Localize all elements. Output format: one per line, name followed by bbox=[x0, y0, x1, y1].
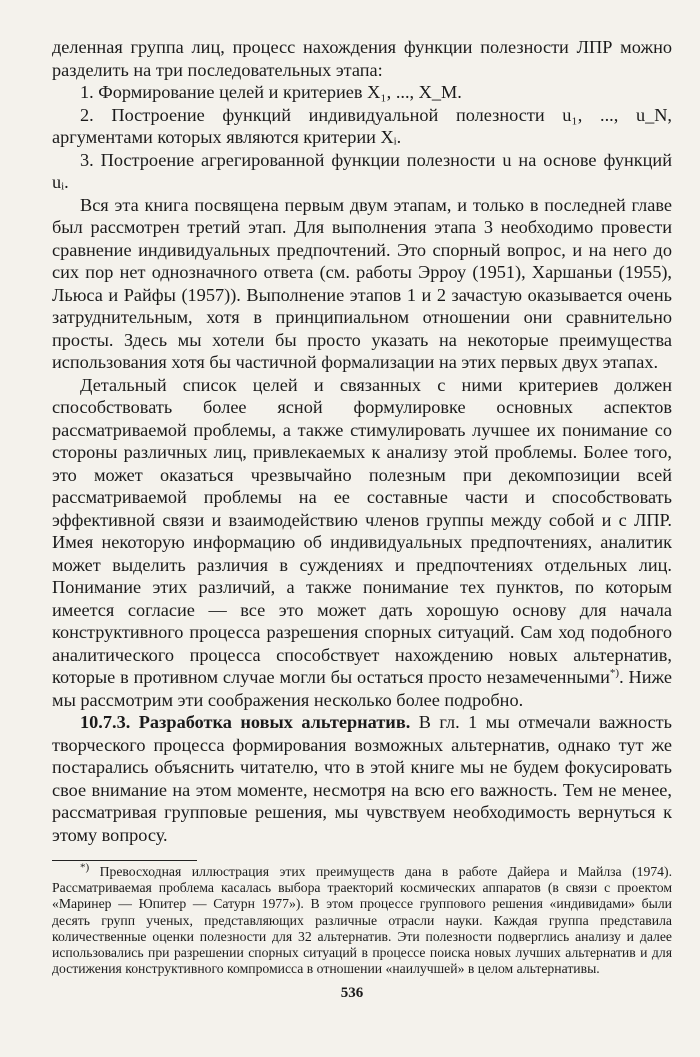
paragraph-detailed-list bbox=[52, 374, 672, 712]
footnote-mark: *) bbox=[80, 861, 90, 874]
step-1: 1. Формирование целей и критериев X₁, ..., X_M. bbox=[80, 82, 462, 102]
paragraph-detailed-list-text: Детальный список целей и связанных с ними критериев должен способствовать более ясной формулировке основных аспектов рассматриваемой проблемы, а также стимулировать лучшее их понимание со стороны различных лиц, привлекаемых к анализу этой проблемы. Более того, это может оказаться чрезвычайно полезным при декомпозиции всей рассматриваемой проблемы на ее составные части и способствовать эффективной связи и взаимодействию членов группы между собой и с ЛПР. Имея некоторую информацию об индивидуальных предпочтениях, аналитик может выделить различия в суждениях и предпочтениях отдельных лиц. Понимание этих различий, а также понимание тех пунктов, по которым имеется согласие — все это может дать хорошую основу для начала конструктивного процесса разрешения спорных ситуаций. Сам ход подобного аналитического процесса способствует нахождению новых альтернатив, которые в противном случае могли бы остаться просто незамеченными bbox=[52, 374, 672, 687]
page-number: 536 bbox=[340, 985, 364, 1002]
step-3: 3. Построение агрегированной функции полезности u на основе функций uᵢ. bbox=[52, 149, 672, 192]
section-body: В гл. 1 мы отмечали важность творческого процесса формирования возможных альтернатив, однако тут же постарались объяснить читателю, что в этой книге мы не будем фокусировать свое внимание на этом моменте, несмотря на всю его важность. Тем не менее, рассматривая групповые решения, мы чувствуем необходимость вернуться к этому вопросу. bbox=[52, 712, 672, 845]
section-paragraph bbox=[52, 711, 672, 846]
section-heading: 10.7.3. Разработка новых альтернатив. bbox=[80, 712, 411, 732]
paragraph-detailed-list-tail: . Ниже мы рассмотрим эти соображения несколько более подробно. bbox=[52, 667, 672, 710]
footnote-text bbox=[52, 861, 672, 977]
footnote-divider bbox=[52, 860, 197, 861]
step-2: 2. Построение функций индивидуальной полезности u₁, ..., u_N, аргументами которых являются критерии Xᵢ. bbox=[52, 104, 672, 147]
footnote bbox=[52, 861, 672, 977]
paragraph-intro: деленная группа лиц, процесс нахождения функции полезности ЛПР можно разделить на три последовательных этапа: bbox=[52, 37, 672, 80]
paragraph-book-scope: Вся эта книга посвящена первым двум этапам, и только в последней главе был рассмотрен третий этап. Для выполнения этапа 3 необходимо провести сравнение индивидуальных предпочтений. Это спорный вопрос, и на него до сих пор нет однозначного ответа (см. работы Эрроу (1951), Харшаньи (1955), Льюса и Райфы (1957)). Выполнение этапов 1 и 2 зачастую оказывается очень затруднительным, хотя в принципиальном отношении они сравнительно просты. Здесь мы хотели бы просто указать на некоторые преимущества использования хотя бы частичной формализации на этих первых двух этапах. bbox=[52, 194, 672, 372]
footnote-reference: *) bbox=[609, 666, 620, 679]
footnote-body: Превосходная иллюстрация этих преимуществ дана в работе Дайера и Майлза (1974). Рассматриваемая проблема касалась выбора траекторий космических аппаратов (в связи с проектом «Маринер — Юпитер — Сатурн 1977»). В этом процессе группового решения «индивидами» были десять групп ученых, представляющих различные отрасли науки. Каждая группа представила количественные оценки полезности для 32 альтернатив. Эти полезности подверглись анализу и далее использовались при разрешении спорных ситуаций в процессе поиска новых лучших альтернатив и для достижения конструктивного компромисса в отношении «наилучшей» в целом альтернативы. bbox=[52, 864, 672, 977]
